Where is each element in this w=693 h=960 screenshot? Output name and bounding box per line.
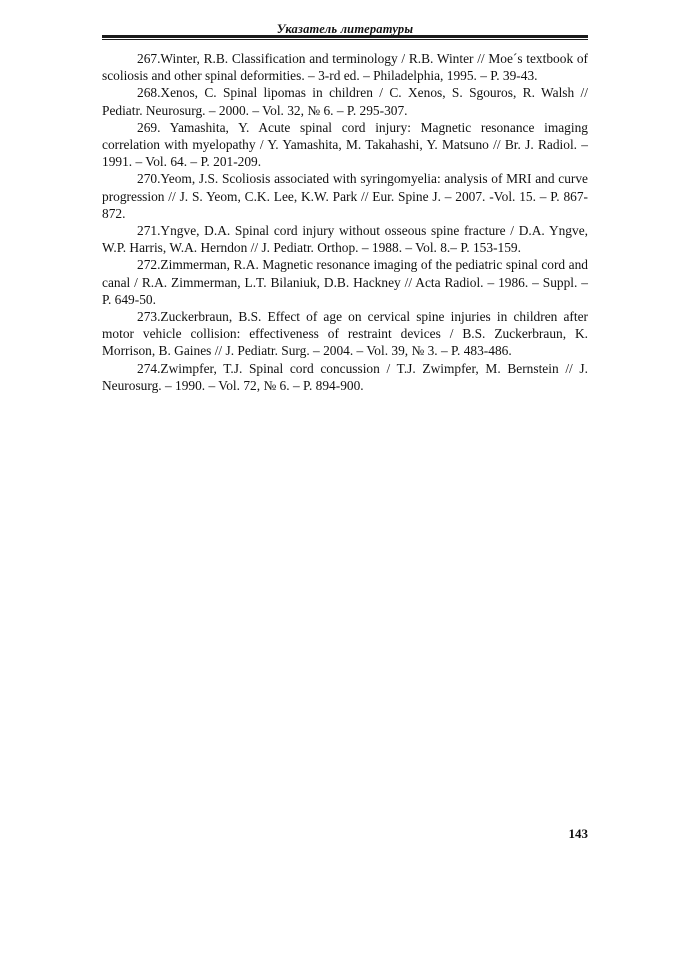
reference-item-268: 268.Xenos, C. Spinal lipomas in children / C. Xenos, S. Sgouros, R. Walsh // Pediatr. Neurosurg. – 2000. – Vol. 32, № 6. – P. 295-307. [102, 85, 588, 118]
page-number: 143 [568, 826, 588, 841]
reference-item-273: 273.Zuckerbraun, B.S. Effect of age on cervical spine injuries in children after motor vehicle collision: effectiveness of restraint devices / B.S. Zuckerbraun, K. Morrison, B. Gaines // J. Pediatr. Surg. – 2004. – Vol. 39, № 3. – P. 483-486. [102, 309, 588, 359]
reference-item-274: 274.Zwimpfer, T.J. Spinal cord concussion / T.J. Zwimpfer, M. Bernstein // J. Neurosurg. – 1990. – Vol. 72, № 6. – P. 894-900. [102, 360, 588, 393]
reference-item-272: 272.Zimmerman, R.A. Magnetic resonance imaging of the pediatric spinal cord and canal / R.A. Zimmerman, L.T. Bilaniuk, D.B. Hackney // Acta Radiol. – 1986. – Suppl. – P. 649-50. [102, 257, 588, 307]
running-header-title: Указатель литературы [276, 22, 414, 36]
reference-item-267: 267.Winter, R.B. Classification and terminology / R.B. Winter // Moe´s textbook of scoliosis and other spinal deformities. – 3-rd ed. – Philadelphia, 1995. – P. 39-43. [102, 51, 588, 84]
reference-list [102, 50, 588, 394]
reference-item-269: 269. Yamashita, Y. Acute spinal cord injury: Magnetic resonance imaging correlation with myelopathy / Y. Yamashita, M. Takahashi, Y. Matsuno // Br. J. Radiol. – 1991. – Vol. 64. – P. 201-209. [102, 119, 588, 170]
reference-item-271: 271.Yngve, D.A. Spinal cord injury without osseous spine fracture / D.A. Yngve, W.P. Harris, W.A. Herndon // J. Pediatr. Orthop. – 1988. – Vol. 8.– P. 153-159. [102, 223, 588, 256]
header-rule-thin [102, 39, 588, 40]
reference-item-270: 270.Yeom, J.S. Scoliosis associated with syringomyelia: analysis of MRI and curve progression // J. S. Yeom, C.K. Lee, K.W. Park // Eur. Spine J. – 2007. -Vol. 15. – P. 867-872. [102, 171, 588, 221]
header-rule-thick [102, 35, 588, 38]
